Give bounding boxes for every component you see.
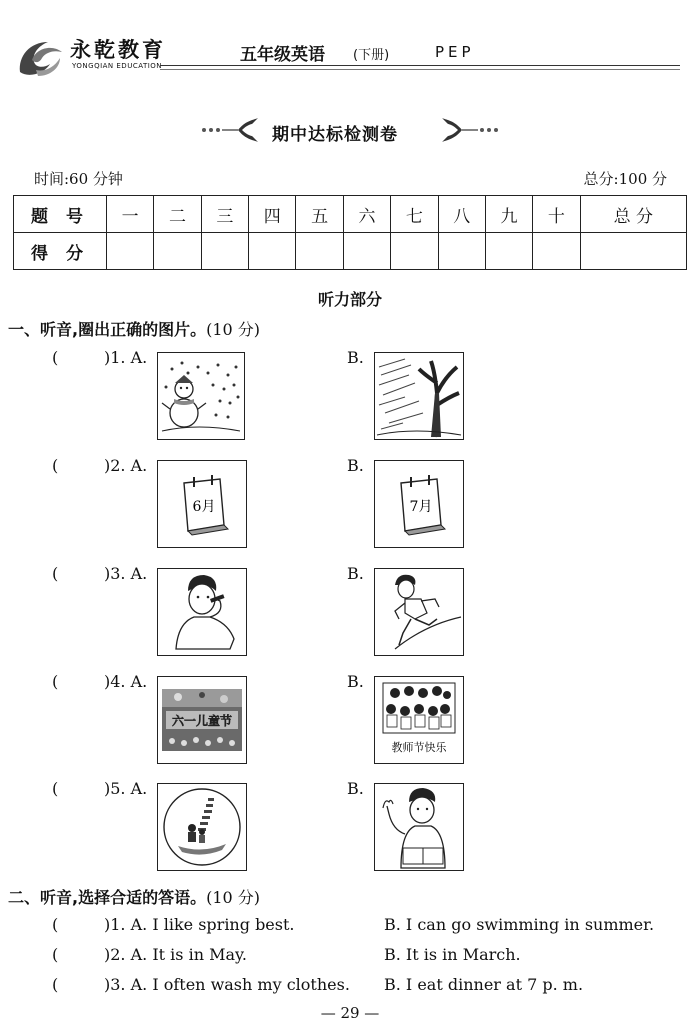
book-volume: (下册)	[353, 48, 390, 63]
question-label: 1. A.	[110, 348, 148, 367]
option-b-label: B.	[347, 348, 364, 367]
score-cell	[343, 233, 390, 270]
question-label: 2. A.	[110, 456, 148, 475]
listening-heading: 听力部分	[317, 290, 382, 309]
swirl-logo-icon	[14, 34, 66, 80]
answer-paren-open: (	[52, 915, 59, 934]
question-number	[104, 672, 147, 691]
brand-logo	[14, 34, 66, 80]
q3-option-b-picture[interactable]	[374, 568, 464, 656]
calendar-june-icon	[158, 461, 246, 547]
question-label: 5. A.	[110, 779, 148, 798]
question-number	[104, 779, 147, 798]
answer-paren-open: (	[52, 975, 59, 994]
section1-title-text: 一、听音,圈出正确的图片。	[8, 320, 207, 339]
score-table-header: 一	[107, 196, 154, 233]
score-cell	[296, 233, 343, 270]
answer-paren-open: (	[52, 564, 59, 583]
score-cell	[438, 233, 485, 270]
header-rule	[160, 65, 680, 66]
q5-option-b-picture[interactable]	[374, 783, 464, 871]
question-option-b: B. It is in March.	[384, 945, 521, 964]
answer-paren-close: )	[104, 456, 111, 475]
score-cell	[154, 233, 201, 270]
score-table-header: 六	[343, 196, 390, 233]
answer-paren-open: (	[52, 456, 59, 475]
score-table-header: 七	[391, 196, 438, 233]
score-table-header: 十	[533, 196, 580, 233]
score-cell	[485, 233, 532, 270]
score-table-header: 总 分	[580, 196, 686, 233]
answer-paren-close: )	[104, 672, 111, 691]
score-table-header: 三	[201, 196, 248, 233]
boy-brushing-teeth-icon	[158, 569, 246, 655]
score-cell	[201, 233, 248, 270]
q4-option-b-picture[interactable]	[374, 676, 464, 764]
banner-text: 六一儿童节	[171, 714, 233, 728]
q1-option-a-picture[interactable]	[157, 352, 245, 440]
score-table-score-row	[14, 233, 687, 270]
option-b-label: B.	[347, 456, 364, 475]
question-option-b: B. I eat dinner at 7 p. m.	[384, 975, 584, 994]
option-b-label: B.	[347, 564, 364, 583]
answer-paren-open: (	[52, 348, 59, 367]
q4-option-a-picture[interactable]	[157, 676, 247, 764]
page-number: — 29 —	[320, 1004, 380, 1022]
teachers-day-class-icon	[375, 677, 463, 763]
score-table-header: 二	[154, 196, 201, 233]
score-table-header: 八	[438, 196, 485, 233]
question-option-a: )2. A. It is in May.	[104, 945, 247, 964]
q1-option-b-picture[interactable]	[374, 352, 464, 440]
right-ornament-icon	[438, 116, 500, 144]
section2-title-text: 二、听音,选择合适的答语。	[8, 888, 207, 907]
calendar-month-text: 7月	[409, 499, 433, 515]
score-table-header: 九	[485, 196, 532, 233]
book-edition: PEP	[435, 43, 475, 61]
answer-paren-close: )	[104, 564, 111, 583]
option-b-label: B.	[347, 672, 364, 691]
answer-paren-open: (	[52, 672, 59, 691]
score-cell	[580, 233, 686, 270]
answer-paren-close: )	[104, 348, 111, 367]
calendar-july-icon	[375, 461, 463, 547]
question-label: 3. A.	[110, 564, 148, 583]
calendar-month-text: 6月	[192, 499, 216, 515]
answer-paren-open: (	[52, 779, 59, 798]
brand-name: 永乾教育	[70, 37, 166, 62]
question-option-a: )1. A. I like spring best.	[104, 915, 295, 934]
score-cell	[533, 233, 580, 270]
score-table-header: 四	[249, 196, 296, 233]
windy-tree-icon	[375, 353, 463, 439]
score-table-header-row	[14, 196, 687, 233]
score-cell	[391, 233, 438, 270]
answer-paren-open: (	[52, 945, 59, 964]
option-b-label: B.	[347, 779, 364, 798]
section1-title	[8, 317, 260, 340]
left-ornament-icon	[200, 116, 262, 144]
question-number	[104, 564, 147, 583]
q5-option-a-picture[interactable]	[157, 783, 247, 871]
question-number	[104, 348, 147, 367]
score-cell	[107, 233, 154, 270]
score-table-header: 五	[296, 196, 343, 233]
q2-option-a-picture[interactable]	[157, 460, 247, 548]
header-rule-thin	[160, 69, 680, 70]
book-title: 五年级英语	[240, 45, 325, 65]
childrens-day-banner-icon	[158, 677, 246, 763]
question-number	[104, 456, 147, 475]
q3-option-a-picture[interactable]	[157, 568, 247, 656]
exam-total-score: 总分:100 分	[583, 170, 667, 188]
question-option-a: )3. A. I often wash my clothes.	[104, 975, 350, 994]
exam-title: 期中达标检测卷	[272, 125, 398, 145]
boy-waving-icon	[375, 784, 463, 870]
q2-option-b-picture[interactable]	[374, 460, 464, 548]
section2-points: (10 分)	[206, 888, 261, 907]
exam-title-banner	[200, 112, 500, 148]
section1-points: (10 分)	[206, 320, 261, 339]
score-table	[13, 195, 687, 270]
score-cell	[249, 233, 296, 270]
boy-running-icon	[375, 569, 463, 655]
snowman-snow-icon	[158, 353, 244, 439]
brand-name-english: YONGQIAN EDUCATION	[72, 62, 163, 70]
climbing-stairs-circle-icon	[158, 784, 246, 870]
question-option-b: B. I can go swimming in summer.	[384, 915, 655, 934]
caption-text: 教师节快乐	[391, 741, 447, 754]
score-table-header: 题 号	[14, 196, 107, 233]
score-row-label: 得 分	[14, 233, 107, 270]
section2-title	[8, 885, 260, 908]
question-label: 4. A.	[110, 672, 148, 691]
exam-time: 时间:60 分钟	[34, 170, 123, 188]
answer-paren-close: )	[104, 779, 111, 798]
